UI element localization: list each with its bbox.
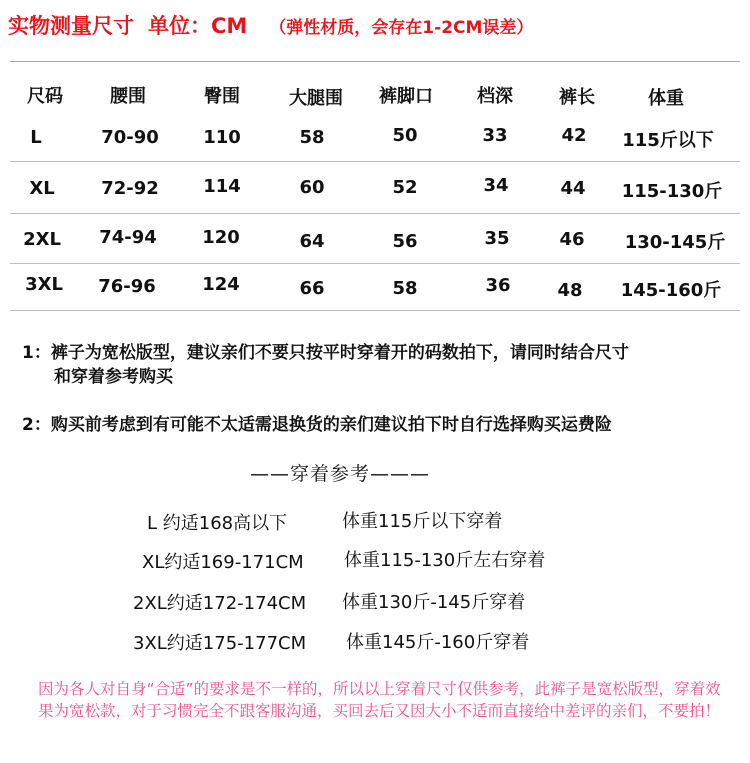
cell-size: 2XL: [23, 229, 61, 250]
cell-rise: 33: [482, 125, 508, 146]
cell-leg-opening: 52: [392, 177, 418, 198]
header-note: （弹性材质，会存在1-2CM误差）: [269, 18, 534, 38]
col-header-rise: 档深: [477, 86, 513, 107]
cell-hip: 110: [203, 127, 241, 148]
cell-size: L: [30, 127, 42, 148]
cell-weight: 145-160斤: [620, 280, 722, 301]
reference-height: L 约适168高以下: [147, 513, 288, 534]
col-header-length: 裤长: [559, 87, 595, 108]
reference-weight: 体重115斤以下穿着: [342, 511, 503, 532]
cell-hip: 120: [202, 227, 240, 248]
row-divider: [10, 263, 740, 264]
cell-leg-opening: 56: [392, 231, 418, 252]
cell-length: 48: [557, 280, 583, 301]
cell-thigh: 66: [299, 278, 325, 299]
note-2: 2：购买前考虑到有可能不太适需退换货的亲们建议拍下时自行选择购买运费险: [22, 415, 612, 435]
col-header-leg-opening: 裤脚口: [379, 86, 433, 107]
cell-weight: 115斤以下: [622, 130, 714, 151]
disclaimer-text: 因为各人对自身“合适”的要求是不一样的，所以以上穿着尺寸仅供参考，此裤子是宽松版型，穿着效果为宽松款，对于习惯完全不跟客服沟通，买回去后又因大小不适而直接给中差评的亲们，不要拍！: [38, 680, 721, 720]
cell-length: 42: [561, 125, 587, 146]
cell-length: 44: [560, 178, 586, 199]
cell-size: 3XL: [25, 274, 63, 295]
row-divider: [10, 213, 740, 214]
cell-waist: 74-94: [99, 227, 157, 248]
col-header-hip: 臀围: [204, 86, 240, 107]
header-title: 实物测量尺寸: [8, 14, 134, 38]
note-1-line-1: 1：裤子为宽松版型，建议亲们不要只按平时穿着开的码数拍下，请同时结合尺寸: [22, 343, 629, 363]
size-header: [8, 10, 533, 40]
reference-weight: 体重115-130斤左右穿着: [344, 550, 546, 571]
cell-length: 46: [559, 229, 585, 250]
cell-thigh: 58: [299, 127, 325, 148]
cell-weight: 130-145斤: [624, 232, 726, 253]
cell-size: XL: [29, 178, 55, 199]
cell-waist: 72-92: [101, 178, 159, 199]
col-header-weight: 体重: [648, 88, 684, 109]
reference-weight: 体重130斤-145斤穿着: [342, 592, 526, 613]
cell-rise: 34: [483, 175, 509, 196]
col-header-size: 尺码: [27, 86, 63, 107]
reference-height: 2XL约适172-174CM: [133, 593, 307, 614]
row-divider: [10, 310, 740, 311]
reference-height: XL约适169-171CM: [142, 552, 304, 573]
header-unit: 单位：CM: [148, 14, 248, 38]
header-divider: [10, 61, 740, 62]
reference-height: 3XL约适175-177CM: [133, 633, 307, 654]
note-1-line-2: 和穿着参考购买: [54, 367, 173, 387]
row-divider: [10, 161, 740, 162]
cell-hip: 124: [202, 274, 240, 295]
cell-thigh: 60: [299, 177, 325, 198]
wear-reference-title: ——穿着参考———: [250, 463, 431, 485]
cell-leg-opening: 58: [392, 278, 418, 299]
cell-waist: 70-90: [101, 127, 159, 148]
reference-weight: 体重145斤-160斤穿着: [346, 632, 530, 653]
cell-hip: 114: [203, 176, 241, 197]
col-header-waist: 腰围: [110, 86, 146, 107]
cell-rise: 36: [485, 275, 511, 296]
cell-leg-opening: 50: [392, 125, 418, 146]
cell-rise: 35: [484, 228, 510, 249]
cell-thigh: 64: [299, 231, 325, 252]
col-header-thigh: 大腿围: [289, 88, 343, 109]
cell-waist: 76-96: [98, 276, 156, 297]
cell-weight: 115-130斤: [621, 181, 723, 202]
